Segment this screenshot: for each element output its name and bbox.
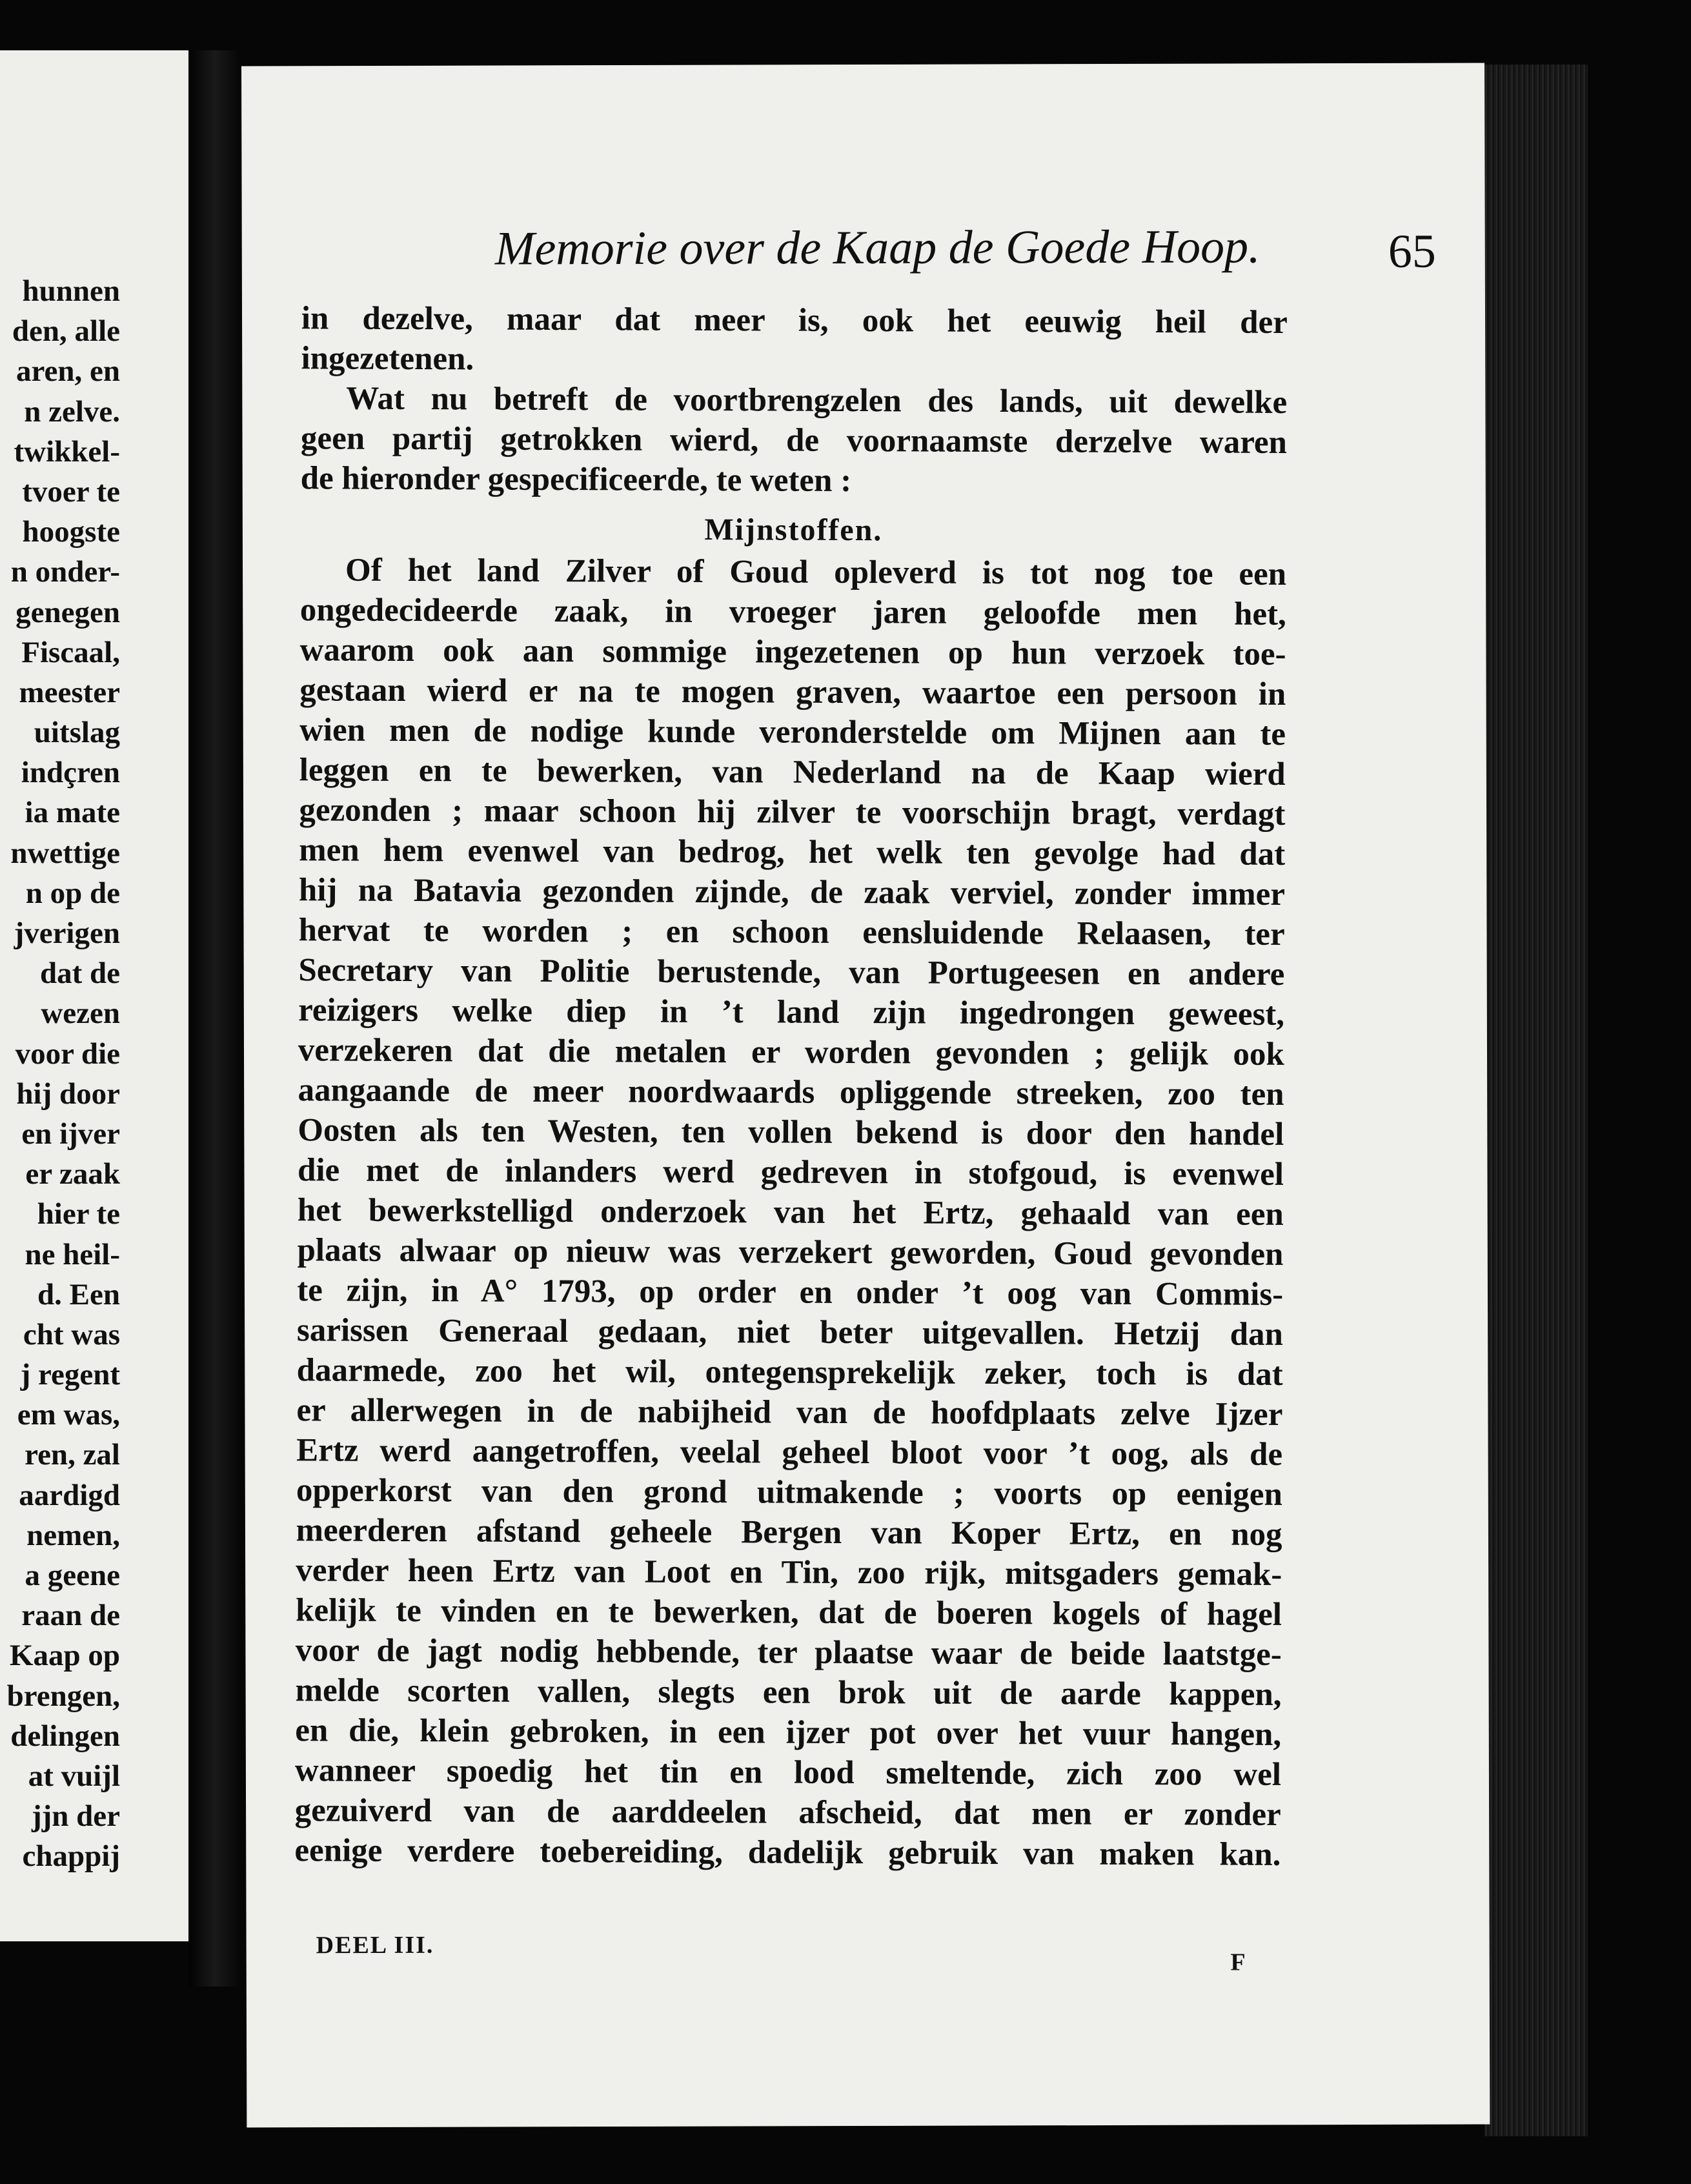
text-line: kelijk te vinden en te bewerken, dat de boeren kogels of hagel: [295, 1592, 1282, 1633]
facing-line: genegen: [15, 595, 120, 629]
text-line: ongedecideerde zaak, in vroeger jaren geloofde men het,: [299, 592, 1286, 632]
facing-line: a geene: [25, 1559, 120, 1592]
text-line: meerderen afstand geheele Bergen van Koper Ertz, en nog: [296, 1512, 1282, 1553]
facing-line: den, alle: [12, 314, 120, 349]
text-line: gezuiverd van de aarddeelen afscheid, dat men er zonder: [294, 1792, 1281, 1833]
book-page: [241, 63, 1490, 2127]
facing-line: hier te: [37, 1197, 120, 1231]
text-line: hervat te worden ; en schoon eensluidende Relaasen, ter: [298, 912, 1285, 953]
facing-line: n op de: [25, 876, 120, 910]
facing-line: twikkel-: [14, 434, 120, 469]
facing-line: delingen: [10, 1719, 120, 1753]
text-line: Ertz werd aangetroffen, veelal geheel bloot voor ’t oog, als de: [296, 1432, 1283, 1473]
facing-line: brengen,: [6, 1679, 120, 1713]
facing-line: j regent: [20, 1358, 120, 1392]
text-line: eenige verdere toebereiding, dadelijk gebruik van maken kan.: [294, 1832, 1281, 1873]
facing-line: n zelve.: [24, 394, 120, 429]
facing-line: nwettige: [10, 836, 120, 870]
text-line: daarmede, zoo het wil, ontegensprekelijk zeker, toch is dat: [296, 1352, 1283, 1393]
facing-line: Fiscaal,: [21, 635, 120, 669]
page-edges: [1484, 65, 1588, 2136]
sheet-mark: F: [1230, 1948, 1246, 1976]
text-line: Oosten als ten Westen, ten vollen bekend is door den handel: [298, 1112, 1284, 1153]
facing-line: wezen: [41, 996, 120, 1031]
text-line: reizigers welke diep in ’t land zijn ingedrongen geweest,: [298, 992, 1285, 1033]
text-line: het bewerkstelligd onderzoek van het Ertz, gehaald van een: [297, 1192, 1284, 1233]
facing-line: chappij: [22, 1839, 120, 1874]
facing-line: raan de: [21, 1599, 120, 1633]
facing-line: jverigen: [14, 916, 120, 950]
text-line: aangaande de meer noordwaards opliggende streeken, zoo ten: [298, 1072, 1284, 1113]
text-line: gestaan wierd er na te mogen graven, waartoe een persoon in: [299, 672, 1286, 713]
text-line: waarom ook aan sommige ingezetenen op hun verzoek toe-: [299, 632, 1286, 672]
facing-line: em was,: [17, 1398, 120, 1432]
facing-line: en ijver: [21, 1117, 120, 1151]
facing-line: indçren: [21, 756, 120, 790]
facing-line: meester: [19, 675, 120, 709]
text-line: verzekeren dat die metalen er worden gevonden ; gelijk ook: [298, 1032, 1284, 1073]
facing-line: ia mate: [25, 796, 120, 830]
text-line: gezonden ; maar schoon hij zilver te voorschijn bragt, verdagt: [299, 792, 1286, 833]
text-line: Secretary van Politie berustende, van Portugeesen en andere: [298, 952, 1285, 993]
text-line: hij na Batavia gezonden zijnde, de zaak verviel, zonder immer: [298, 872, 1286, 913]
facing-line: tvoer te: [22, 474, 120, 509]
facing-page: [0, 50, 188, 1941]
facing-line: jjn der: [31, 1799, 120, 1834]
facing-line: voor die: [15, 1036, 120, 1071]
text-line: ingezetenen.: [301, 340, 474, 378]
facing-line: hunnen: [22, 274, 120, 308]
text-line: er allerwegen in de nabijheid van de hoofdplaats zelve Ijzer: [296, 1392, 1283, 1433]
text-line: Of het land Zilver of Goud opleverd is tot nog toe een: [345, 552, 1287, 592]
text-line: melde scorten vallen, slegts een brok uit de aarde kappen,: [295, 1672, 1282, 1713]
facing-line: aardigd: [19, 1478, 120, 1512]
book-gutter: [188, 50, 241, 1987]
facing-line: n onder-: [10, 555, 120, 589]
facing-line: at vuijl: [28, 1759, 120, 1793]
text-line: men hem evenwel van bedrog, het welk ten gevolge had dat: [299, 832, 1286, 873]
facing-line: dat de: [39, 956, 120, 991]
text-line: voor de jagt nodig hebbende, ter plaatse waar de beide laatstge-: [295, 1632, 1282, 1673]
facing-line: uitslag: [34, 716, 120, 750]
text-line: leggen en te bewerken, van Nederland na de Kaap wierd: [299, 752, 1286, 793]
text-line: opperkorst van den grond uitmakende ; voorts op eenigen: [296, 1472, 1282, 1513]
facing-line: er zaak: [25, 1157, 120, 1191]
running-head: [442, 219, 1436, 299]
text-line: de hieronder gespecificeerde, te weten :: [300, 460, 852, 500]
text-line: wien men de nodige kunde veronderstelde om Mijnen aan te: [299, 712, 1286, 753]
facing-line: ne heil-: [25, 1237, 120, 1271]
text-line: sarissen Generaal gedaan, niet beter uitgevallen. Hetzij dan: [296, 1312, 1284, 1353]
facing-page-text: [0, 271, 120, 1877]
page-footer: [316, 1928, 1246, 1976]
facing-line: hoogste: [22, 515, 120, 549]
facing-line: nemen,: [26, 1518, 120, 1552]
text-line: geen partij getrokken wierd, de voornaamste derzelve waren: [300, 420, 1288, 461]
volume-signature: DEEL III.: [316, 1931, 434, 1959]
running-head-title: Memorie over de Kaap de Goede Hoop.: [494, 220, 1261, 276]
text-line: te zijn, in A° 1793, op order en onder ’t oog van Commis-: [297, 1272, 1284, 1313]
section-heading: Mijnstoffen.: [704, 512, 883, 548]
page-number: 65: [1388, 225, 1436, 278]
text-line: en die, klein gebroken, in een ijzer pot over het vuur hangen,: [295, 1712, 1282, 1753]
text-line: in dezelve, maar dat meer is, ook het eeuwig heil der: [301, 300, 1288, 341]
text-line: verder heen Ertz van Loot en Tin, zoo rijk, mitsgaders gemak-: [296, 1552, 1282, 1593]
facing-line: hij door: [16, 1077, 120, 1111]
text-line: die met de inlanders werd gedreven in stofgoud, is evenwel: [297, 1152, 1284, 1193]
facing-line: d. Een: [37, 1277, 120, 1311]
text-line: wanneer spoedig het tin en lood smeltende, zich zoo wel: [294, 1752, 1282, 1793]
facing-line: aren, en: [15, 354, 120, 389]
body-text: [294, 298, 1288, 1875]
facing-line: cht was: [23, 1317, 120, 1351]
text-line: plaats alwaar op nieuw was verzekert geworden, Goud gevonden: [297, 1232, 1284, 1273]
text-line: Wat nu betreft de voortbrengzelen des lands, uit dewelke: [346, 380, 1288, 421]
facing-line: Kaap op: [9, 1639, 120, 1673]
facing-line: ren, zal: [25, 1438, 120, 1472]
